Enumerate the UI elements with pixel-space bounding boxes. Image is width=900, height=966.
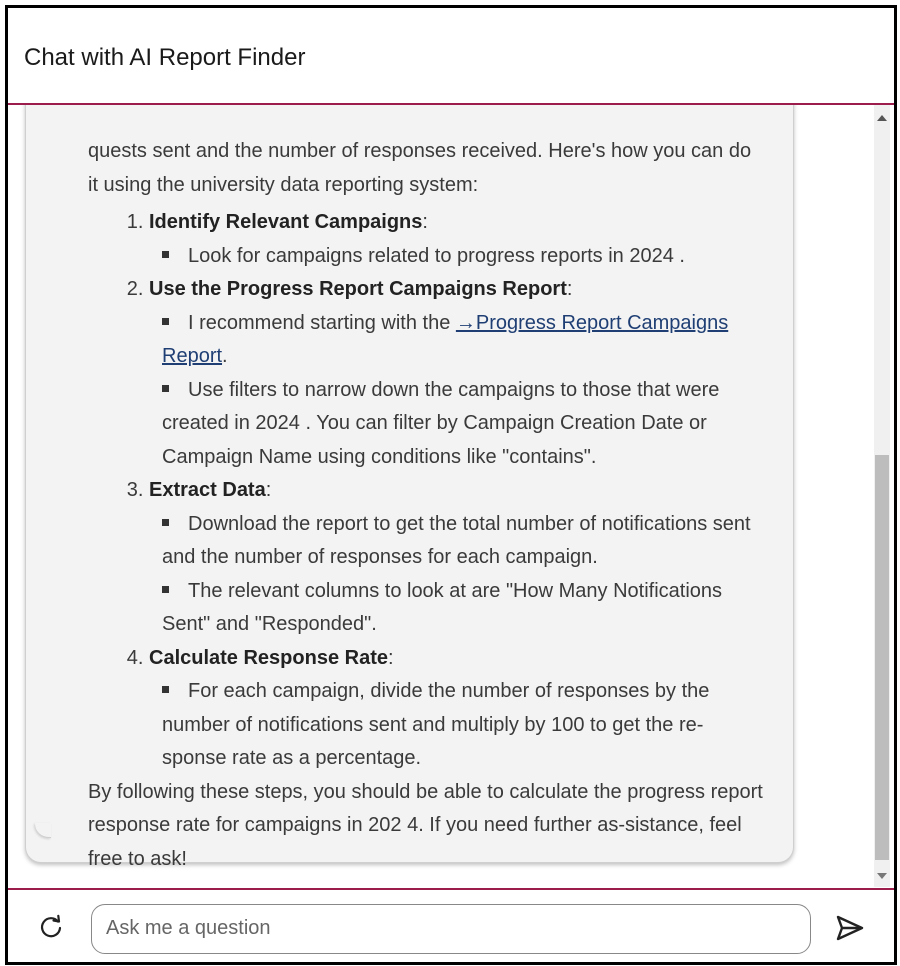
bubble-tail — [35, 823, 51, 838]
chat-title: Chat with AI Report Finder — [24, 44, 306, 71]
chat-messages-area[interactable] — [8, 105, 894, 887]
step-item: 1. Identify Relevant Campaigns: Look for campaigns related to progress reports in 2024 . — [149, 206, 766, 273]
send-icon — [834, 912, 866, 944]
bullet-text: I recommend starting with the — [188, 311, 456, 334]
bullet-item — [162, 240, 766, 274]
square-bullet-icon — [162, 586, 169, 593]
bullet-item — [162, 675, 766, 776]
square-bullet-icon — [162, 385, 169, 392]
bullet-item — [162, 307, 766, 374]
step-title: Calculate Response Rate — [149, 646, 388, 669]
step-item: 2. Use the Progress Report Campaigns Report: I recommend starting with the →Progress Report Campaigns Report. Use filters to narrow down the campaigns to those that were created in 2024 . You can filter by Campaign Creation Date or Campaign Name using conditions like "contains". — [149, 273, 766, 474]
step-title: Use the Progress Report Campaigns Report — [149, 278, 567, 300]
step-bullets — [88, 307, 766, 475]
square-bullet-icon — [162, 318, 169, 325]
chat-input-bar — [8, 888, 894, 962]
square-bullet-icon — [162, 686, 169, 693]
square-bullet-icon — [162, 251, 169, 258]
step-bullets — [88, 675, 766, 776]
bullet-item — [162, 508, 766, 575]
message-outro: By following these steps, you should be able to calculate the progress report response rate for campaigns in 202 4. If you need further as-sistance, feel free to ask! — [88, 780, 763, 870]
chat-window — [5, 5, 897, 965]
bullet-item — [162, 575, 766, 642]
steps-list — [88, 206, 766, 776]
step-title: Identify Relevant Campaigns — [149, 211, 423, 233]
bullet-text: Look for campaigns related to progress reports in 2024 . — [188, 244, 685, 267]
refresh-icon — [36, 912, 66, 942]
bullet-text-end: . — [222, 345, 228, 367]
refresh-button[interactable] — [36, 912, 66, 942]
bullet-item — [162, 374, 766, 475]
bullet-text: Use filters to narrow down the campaigns to those that were created in 2024 . You can filter by Campaign Creation Date or Campaign Name using conditions like "contains". — [162, 378, 720, 468]
progress-report-campaigns-link[interactable]: →Progress Report Campaigns Report — [162, 311, 729, 367]
scrollbar-thumb[interactable] — [875, 455, 889, 860]
step-item: 3. Extract Data: Download the report to get the total number of notifications sent and the number of responses for each campaign. The relevant columns to look at are "How Many Notifications Sent" and "Responded". — [149, 474, 766, 642]
step-title: Extract Data — [149, 479, 266, 501]
bullet-text: For each campaign, divide the number of responses by the number of notifications sent and multiply by 100 to get the re-sponse rate as a percentage. — [162, 680, 710, 769]
vertical-scrollbar[interactable] — [874, 105, 890, 887]
message-intro: quests sent and the number of responses received. Here's how you can do it using the university data reporting system: — [88, 140, 752, 196]
square-bullet-icon — [162, 519, 169, 526]
step-bullets — [88, 508, 766, 642]
send-button[interactable] — [834, 912, 866, 944]
scroll-up-arrow-icon[interactable] — [877, 115, 887, 121]
bullet-text: The relevant columns to look at are "How Many Notifications Sent" and "Responded". — [162, 579, 723, 635]
question-input[interactable] — [104, 905, 788, 951]
bullet-text: Download the report to get the total number of notifications sent and the number of responses for each campaign. — [162, 512, 751, 568]
question-input-box[interactable] — [91, 904, 811, 954]
chat-header — [8, 8, 894, 105]
step-bullets — [88, 240, 766, 274]
scroll-down-arrow-icon[interactable] — [877, 873, 887, 879]
assistant-message-text — [88, 135, 766, 876]
step-item: 4. Calculate Response Rate: For each campaign, divide the number of responses by the number of notifications sent and multiply by 100 to get the re-sponse rate as a percentage. — [149, 642, 766, 776]
